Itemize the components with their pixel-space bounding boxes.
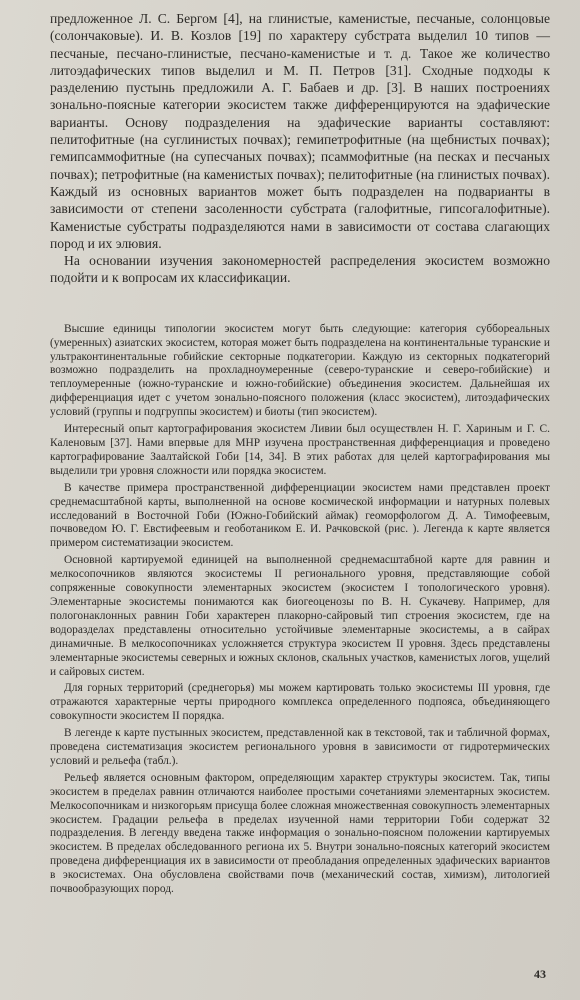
small-text-block (50, 323, 550, 897)
small-paragraph-1: Высшие единицы типологии экосистем могут быть следующие: категория суббореальных (умеренных) азиатских экосистем, которая может быть подразделена на континентальные туранские и ультраконтинентальные гобийские секторные подкатегории. Каждую из секторных подкатегорий возможно подразделить на прохладноумеренные (северо-туранские и северо-гобийские) и теплоумеренные (южно-туранские и южно-гобийские) объединения экосистем. Дальнейшая их дифференциация идет с учетом зонально-поясного положения (класс экосистем), литоэдафических условий (группы и подгруппы экосистем) и биоты (тип экосистем). (50, 322, 550, 419)
small-paragraph-2: Интересный опыт картографирования экосистем Ливии был осуществлен Н. Г. Хариным и Г. С. Каленовым [37]. Нами впервые для МНР изучена пространственная дифференциация и проведено картографирование Заалтайской Гоби [14, 34]. В этих работах для целей картографирования мы выделили три уровня сложности или порядка экосистем. (50, 423, 550, 477)
small-paragraph-7: Рельеф является основным фактором, определяющим характер структуры экосистем. Так, типы экосистем в пределах равнин отличаются наиболее простыми сочетаниями элементарных экосистем. Мелкосопочникам и низкогорьям присуща более сложная множественная совокупность элементарных экосистем. Градации рельефа в пределах изученной нами территории Гоби содержат 32 подразделения. В легенду введена также информация о зонально-поясном положении картируемых экосистем. В пределах обследованного региона их 5. Внутри зонально-поясных категорий экосистем проведена дифференциация их в зависимости от преобладания определенных эдафических вариантов в экосистемах. Она обусловлена свойствами почв (механический состав, химизм), литологией почвообразующих пород. (50, 771, 550, 896)
small-paragraph-5: Для горных территорий (среднегорья) мы можем картировать только экосистемы III уровня, где отражаются характерные черты природного комплекса определенного подпояса, объединяющего совокупности экосистем II порядка. (50, 682, 550, 723)
small-paragraph-6: В легенде к карте пустынных экосистем, представленной как в текстовой, так и табличной формах, проведена систематизация экосистем регионального уровня в зависимости от гидротермических условий и рельефа (табл.). (50, 727, 550, 767)
main-paragraph-1: предложенное Л. С. Бергом [4], на глинистые, каменистые, песчаные, солонцовые (солончаковые). И. В. Козлов [19] по характеру субстрата выделил 10 типов — песчаные, песчано-глинистые, песчано-каменистые и т. д. Такое же количество литоэдафических типов выделил и М. П. Петров [31]. Сходные подходы к разделению пустынь предложили А. Г. Бабаев и др. [3]. В наших построениях зонально-поясные категории экосистем также дифференцируются на эдафические варианты. Основу подразделения на эдафические варианты составляют: пелитофитные (на суглинистых почвах); гемипетрофитные (на щебнистых почвах); гемипсаммофитные (на супесчаных почвах); псаммофитные (на песках и песчаных почвах); петрофитные (на каменистых почвах); пелитофитные (на глинистых почвах). Каждый из основных вариантов может быть подразделен на подварианты в зависимости от степени засоленности субстрата (галофитные, гипсогалофитные). Каменистые субстраты подразделяются нами в зависимости от состава слагающих пород и их элювия. (50, 11, 550, 251)
small-paragraph-4: Основной картируемой единицей на выполненной среднемасштабной карте для равнин и мелкосопочников являются экосистемы II регионального уровня, представляющие собой сопряженные совокупности элементарных экосистем (экосистем I топологического уровня). Элементарные экосистемы понимаются как биогеоценозы по В. Н. Сукачеву. Например, для пологонаклонных равнин Гоби характерен плакорно-сайровый тип строения экосистем, где на водоразделах представлены относительно устойчивые элементарные экосистемы, а в сайрах динамичные. В мелкосопочниках усложняется структура экосистем II уровня. Здесь представлены элементарные экосистемы северных и южных склонов, скальных участков, каменистых логов, ущелий и сайровых систем. (50, 554, 550, 678)
section-gap (50, 287, 550, 323)
main-paragraph-2: На основании изучения закономерностей распределения экосистем возможно подойти и к вопросам их классификации. (50, 253, 550, 286)
page-number: 43 (534, 967, 546, 981)
small-paragraph-3: В качестве примера пространственной дифференциации экосистем нами представлен проект среднемасштабной карты, выполненной на основе космической информации и натурных полевых исследований в Восточной Гоби (Южно-Гобийский аймак) геоморфологом Д. А. Тимофеевым, почвоведом Ю. Г. Евстифеевым и геоботаником Е. И. Рачковской (рис. ). Легенда к карте является примером систематизации экосистем. (50, 481, 550, 550)
main-text-block (50, 10, 550, 287)
